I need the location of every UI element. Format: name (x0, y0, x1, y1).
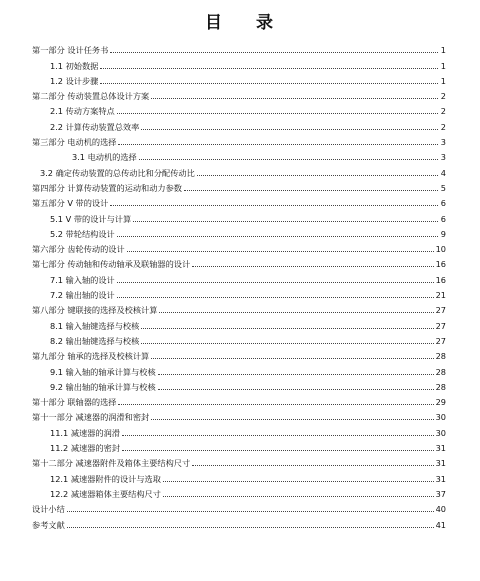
toc-page-number: 1 (440, 75, 446, 86)
toc-page-number: 9 (440, 228, 446, 239)
toc-entry-text: 11.1 减速器的润滑 (50, 427, 120, 438)
toc-entry-text: 7.2 输出轴的设计 (50, 290, 115, 301)
toc-page-number: 4 (440, 167, 446, 178)
toc-page-number: 10 (435, 244, 446, 255)
dot-leader (158, 374, 434, 375)
toc-entry[interactable] (32, 377, 446, 392)
toc-page-number: 41 (435, 519, 446, 530)
toc-entry[interactable] (32, 361, 446, 376)
toc-entry-text: 第六部分 齿轮传动的设计 (32, 244, 125, 255)
toc-page-number: 40 (435, 504, 446, 515)
toc-page-number: 21 (435, 290, 446, 301)
dot-leader (133, 221, 438, 222)
toc-entry[interactable] (32, 208, 446, 223)
toc-entry-text: 12.1 减速器附件的设计与选取 (50, 473, 161, 484)
toc-entry[interactable] (32, 239, 446, 254)
dot-leader (192, 465, 433, 466)
toc-entry-text: 8.1 输入轴键选择与校核 (50, 320, 140, 331)
toc-page-number: 30 (435, 427, 446, 438)
dot-leader (100, 68, 438, 69)
toc-entry-text: 第二部分 传动装置总体设计方案 (32, 91, 150, 102)
toc-page-number: 6 (440, 213, 446, 224)
dot-leader (100, 83, 438, 84)
toc-entry[interactable] (32, 162, 446, 177)
dot-leader (151, 358, 433, 359)
toc-entry[interactable] (32, 116, 446, 131)
toc-entry-text: 2.1 传动方案特点 (50, 106, 115, 117)
toc-entry-text: 第七部分 传动轴和传动轴承及联轴器的设计 (32, 259, 191, 270)
dot-leader (141, 343, 433, 344)
toc-entry-text: 9.2 输出轴的轴承计算与校核 (50, 381, 156, 392)
toc-page-number: 30 (435, 412, 446, 423)
toc-list (32, 40, 446, 530)
toc-page-number: 2 (440, 106, 446, 117)
toc-entry-text: 2.2 计算传动装置总效率 (50, 121, 140, 132)
toc-entry[interactable] (32, 392, 446, 407)
toc-page-number: 31 (435, 473, 446, 484)
toc-entry[interactable] (32, 178, 446, 193)
dot-leader (197, 175, 438, 176)
dot-leader (141, 129, 438, 130)
dot-leader (192, 266, 433, 267)
toc-entry-text: 第三部分 电动机的选择 (32, 137, 117, 148)
dot-leader (110, 52, 438, 53)
toc-entry[interactable] (32, 315, 446, 330)
toc-entry[interactable] (32, 147, 446, 162)
dot-leader (118, 144, 438, 145)
toc-entry[interactable] (32, 484, 446, 499)
toc-page-number: 28 (435, 366, 446, 377)
toc-entry[interactable] (32, 132, 446, 147)
toc-entry[interactable] (32, 254, 446, 269)
toc-entry-text: 12.2 减速器箱体主要结构尺寸 (50, 488, 161, 499)
toc-entry-text: 参考文献 (32, 519, 65, 530)
toc-entry[interactable] (32, 468, 446, 483)
toc-entry[interactable] (32, 346, 446, 361)
toc-entry[interactable] (32, 40, 446, 55)
dot-leader (122, 435, 434, 436)
toc-page-number: 1 (440, 45, 446, 56)
toc-entry-text: 第四部分 计算传动装置的运动和动力参数 (32, 182, 182, 193)
toc-entry-text: 11.2 减速器的密封 (50, 443, 120, 454)
toc-entry[interactable] (32, 101, 446, 116)
toc-page-number: 31 (435, 443, 446, 454)
toc-entry[interactable] (32, 407, 446, 422)
toc-entry[interactable] (32, 71, 446, 86)
toc-entry-text: 设计小结 (32, 504, 65, 515)
dot-leader (184, 190, 438, 191)
dot-leader (151, 419, 433, 420)
dot-leader (117, 236, 438, 237)
toc-entry-text: 1.1 初始数据 (50, 60, 99, 71)
toc-entry-text: 8.2 输出轴键选择与校核 (50, 335, 140, 346)
toc-page-number: 2 (440, 91, 446, 102)
toc-page-number: 28 (435, 351, 446, 362)
dot-leader (67, 511, 434, 512)
toc-entry-text: 9.1 输入轴的轴承计算与校核 (50, 366, 156, 377)
toc-page-number: 16 (435, 259, 446, 270)
toc-entry-text: 5.2 带轮结构设计 (50, 228, 115, 239)
toc-entry[interactable] (32, 55, 446, 70)
toc-entry[interactable] (32, 331, 446, 346)
toc-entry[interactable] (32, 224, 446, 239)
toc-entry-text: 第五部分 V 带的设计 (32, 198, 109, 209)
toc-page-number: 31 (435, 458, 446, 469)
dot-leader (67, 527, 434, 528)
toc-entry-text: 5.1 V 带的设计与计算 (50, 213, 132, 224)
toc-entry[interactable] (32, 499, 446, 514)
dot-leader (117, 297, 434, 298)
toc-page-number: 27 (435, 305, 446, 316)
toc-entry[interactable] (32, 193, 446, 208)
dot-leader (118, 404, 433, 405)
toc-entry-text: 1.2 设计步骤 (50, 75, 99, 86)
toc-page-number: 6 (440, 198, 446, 209)
dot-leader (110, 205, 438, 206)
toc-title: 目 录 (205, 13, 287, 33)
toc-entry[interactable] (32, 438, 446, 453)
toc-entry-text: 第十一部分 减速器的润滑和密封 (32, 412, 150, 423)
dot-leader (127, 251, 434, 252)
toc-entry[interactable] (32, 269, 446, 284)
toc-entry-text: 第一部分 设计任务书 (32, 45, 109, 56)
toc-page-number: 3 (440, 152, 446, 163)
toc-entry-text: 第十部分 联轴器的选择 (32, 397, 117, 408)
toc-page-number: 2 (440, 121, 446, 132)
dot-leader (158, 389, 434, 390)
toc-entry[interactable] (32, 514, 446, 529)
toc-page-number: 27 (435, 335, 446, 346)
toc-page-number: 3 (440, 137, 446, 148)
toc-entry[interactable] (32, 453, 446, 468)
toc-entry-text: 第十二部分 减速器附件及箱体主要结构尺寸 (32, 458, 191, 469)
toc-entry[interactable] (32, 285, 446, 300)
toc-page-number: 1 (440, 60, 446, 71)
toc-entry-text: 第九部分 轴承的选择及校核计算 (32, 351, 150, 362)
dot-leader (117, 282, 434, 283)
dot-leader (163, 481, 434, 482)
dot-leader (122, 450, 434, 451)
toc-entry-text: 3.1 电动机的选择 (72, 152, 137, 163)
toc-page-number: 28 (435, 381, 446, 392)
dot-leader (139, 159, 438, 160)
toc-entry[interactable] (32, 86, 446, 101)
toc-entry-text: 第八部分 键联接的选择及校核计算 (32, 305, 158, 316)
toc-entry[interactable] (32, 300, 446, 315)
dot-leader (159, 312, 433, 313)
toc-page-number: 27 (435, 320, 446, 331)
toc-page-number: 29 (435, 397, 446, 408)
toc-entry-text: 7.1 输入轴的设计 (50, 274, 115, 285)
toc-page-number: 16 (435, 274, 446, 285)
toc-page-number: 5 (440, 182, 446, 193)
dot-leader (117, 113, 438, 114)
toc-entry-text: 3.2 确定传动装置的总传动比和分配传动比 (40, 167, 195, 178)
dot-leader (163, 496, 434, 497)
dot-leader (151, 98, 438, 99)
toc-page-number: 37 (435, 488, 446, 499)
toc-entry[interactable] (32, 422, 446, 437)
dot-leader (141, 328, 433, 329)
